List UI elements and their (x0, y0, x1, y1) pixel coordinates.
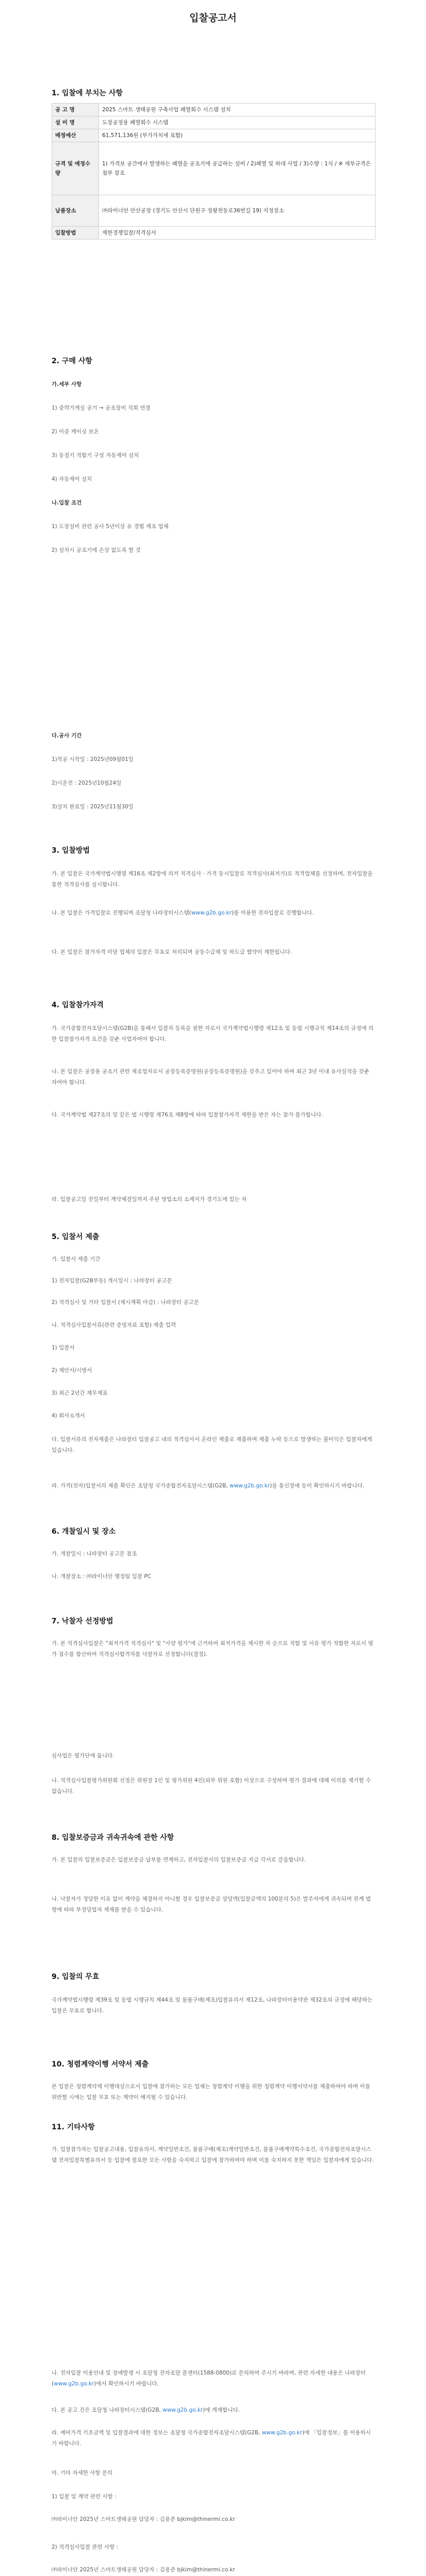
g2b-link[interactable]: www.g2b.go.kr (191, 910, 232, 916)
paragraph-text: )을 통신장애 등이 확인하시기 바랍니다. (270, 1483, 365, 1489)
contact-item: 1) 입찰 및 계약 관련 사항 : (52, 2494, 117, 2500)
g2b-link[interactable]: www.g2b.go.kr (54, 2381, 94, 2387)
table-value: 1) 가격보 공간에서 발생하는 폐열을 공조기에 공급하는 설비 / 2)폐열 및 하대 사업 / 3)수량 : 1식 / ※ 세부규격은 첨부 참조 (99, 142, 375, 195)
schedule-item: 1)착공 시작일 : 2025년09월01일 (52, 756, 134, 762)
section-3-heading: 3. 입찰방법 (52, 846, 90, 855)
paragraph: 가. 국가종합전자조달시스템(G2B)을 통해서 입찰자 등록을 필한 자로서 국가계약법시행령 제12조 및 동법 시행규칙 제14조의 규정에 의한 입찰참가자격 요건을 갖춘 사업자여야 합니다. (52, 1025, 374, 1042)
contact-detail: ㈜라이너안 2025년 스마트생태공원 담당자 : 김용준 bjkim@thinermi.co.kr (52, 2567, 235, 2573)
condition-item: 1) 도장설비 관련 공사 5년이상 유 경험 제조 업체 (52, 523, 169, 530)
table-row (52, 195, 375, 227)
paragraph: 가. 본 입찰은 국가계약법시행령 제16조 제2항에 의거 적격심사 · 가격 동시입찰로 적격심사(최저가)로 적격업체를 선정하며, 전자입찰을 통한 적격심사를 실시합니다. (52, 871, 373, 888)
paragraph: 나. 개찰장소 : ㈜라이너안 행정팀 입찰 PC (52, 1573, 152, 1580)
table-value: 도장공정용 폐열회수 시스템 (99, 116, 375, 129)
paragraph: 가. 개찰일시 : 나라장터 공고문 참조 (52, 1551, 137, 1557)
paragraph (52, 2368, 375, 2389)
list-item: 1) 전자입찰(G2B부동) 개시일시 : 나라장터 공고문 (52, 1278, 172, 1284)
section-10-heading: 10. 청렴계약이행 서약서 제출 (52, 2060, 149, 2069)
paragraph-text: 나. 본 입찰은 가격입찰로 진행되며 조달청 나라장터시스템( (52, 910, 191, 916)
paragraph: 가. 입찰서 제출 기간 (52, 1256, 101, 1262)
paragraph (52, 1481, 375, 1492)
list-item: 4) 회사소개서 (52, 1413, 85, 1419)
schedule-subheading: 다.공사 기간 (52, 733, 82, 739)
section-2-heading: 2. 구매 사항 (52, 357, 92, 365)
section-4-heading: 4. 입찰참가자격 (52, 1001, 104, 1009)
section-6-heading: 6. 개찰일시 및 장소 (52, 1528, 116, 1536)
paragraph: 나. 적격심사입찰평가위원회 선정은 위원장 1인 및 평가위원 4인(외부 위원 포함) 이상으로 구성하며 평가 결과에 대해 이의를 제기할 수 없습니다. (52, 1777, 371, 1794)
paragraph: 가. 본 입찰의 입찰보증금은 입찰보증금 납부를 면제하고, 전자입찰서의 입찰보증금 지급 각서로 갈음합니다. (52, 1857, 306, 1863)
g2b-link[interactable]: www.g2b.go.kr (230, 1483, 270, 1489)
page-title: 입찰공고서 (189, 12, 237, 24)
section-7-heading: 7. 낙찰자 선정방법 (52, 1617, 113, 1625)
paragraph-text: 나. 전자입찰 이용안내 및 장애발생 시 조달청 전자조달 콜센터(1588-0800)로 문의하여 주시기 바라며, 관련 자세한 내용은 나라장터( (52, 2370, 366, 2387)
detail-item: 1) 중력가계실 공기 → 공조장비 직회 연결 (52, 405, 151, 411)
paragraph-text: 라. 가격(전자)입찰서의 제출 확인은 조달청 국가종합전자조달시스템(G2B, (52, 1483, 230, 1489)
table-key: 공 고 명 (52, 104, 99, 116)
paragraph: 라. 입찰공고일 전일부터 계약체결일까지 주된 영업소의 소재지가 경기도에 있는 자 (52, 1196, 247, 1202)
paragraph: 본 입찰은 청렴계약제 이행대상으로서 입찰에 참가하는 모든 업체는 청렴계약 이행을 위한 청렴계약 이행서약서를 제출하여야 하며 이를 위반할 시에는 입찰 무효 또는 계약이 해지될 수 있습니다. (52, 2083, 371, 2100)
paragraph (52, 908, 375, 919)
list-item: 2) 제안서/시방서 (52, 1367, 92, 1374)
table-value: 제한경쟁입찰/적격심사 (99, 227, 375, 240)
table-row (52, 116, 375, 129)
table-key: 입찰방법 (52, 227, 99, 240)
table-key: 규격 및 예정수량 (52, 142, 99, 195)
table-row (52, 142, 375, 195)
schedule-item: 3)설치 완료일 : 2025년11월30일 (52, 804, 134, 810)
schedule-item: 2)시운전 : 2025년10월24일 (52, 780, 122, 786)
paragraph (52, 2428, 375, 2449)
g2b-link[interactable]: www.g2b.go.kr (162, 2407, 203, 2413)
detail-item: 3) 동절기 적합기 구성 자동제어 설치 (52, 452, 139, 459)
section-5-heading: 5. 입찰서 제출 (52, 1233, 100, 1241)
list-item: 1) 입찰서 (52, 1345, 75, 1351)
contact-item: 2) 적격심사입찰 관련 사항 : (52, 2544, 119, 2550)
paragraph-text: )에 게재합니다. (203, 2407, 240, 2413)
table-row (52, 129, 375, 142)
paragraph-text: 다. 본 공고 건은 조달청 나라장터시스템(G2B, (52, 2407, 163, 2413)
table-key: 배정예산 (52, 129, 99, 142)
paragraph: 다. 국가계약법 제27조의 및 같은 법 시행령 제76조 제8항에 따라 입찰참가자격 제한을 받은 자는 참가 불가합니다. (52, 1112, 323, 1118)
condition-subheading: 나.입찰 조건 (52, 500, 82, 506)
paragraph: 나. 적격심사입찰서류(관련 증빙자료 포함) 제출 입력 (52, 1322, 176, 1328)
table-row (52, 227, 375, 240)
paragraph-text: )에 「입찰정보」를 이용하시기 바랍니다. (52, 2430, 371, 2447)
table-value: 61,571,136원 (부가가치세 포함) (99, 129, 375, 142)
condition-item: 2) 설치시 공조기에 손상 없도록 할 것 (52, 547, 141, 553)
paragraph-text: 라. 예비가격 기초금액 및 입찰결과에 대한 정보는 조달청 국가종합전자조달시스템(G2B, (52, 2430, 262, 2436)
paragraph: 나. 낙찰자가 정당한 이유 없이 계약을 체결하지 아니할 경우 입찰보증금 상당액(입찰금액의 100분의 5)은 발주자에게 귀속되며 관계 법령에 따라 부정당업자 제재를 받을 수 있습니다. (52, 1896, 371, 1913)
paragraph: 마. 기타 자세한 사항 문의 (52, 2470, 113, 2476)
table-value: 2025 스마트 생태공원 구축사업 폐열회수 시스템 설치 (99, 104, 375, 116)
list-item: 2) 적격심사 및 기타 입찰서 (제시계획 마감) : 나라장터 공고문 (52, 1299, 199, 1306)
paragraph: 다. 본 입찰은 참가자격 미달 업체의 입찰은 무효로 처리되며 공동수급체 및 하도급 협약이 제한됩니다. (52, 949, 292, 955)
section-8-heading: 8. 입찰보증금과 귀속귀속에 관한 사항 (52, 1834, 174, 1842)
paragraph: 다. 입찰서류의 전자제출은 나라장터 입찰공고 내의 적격심사서 온라인 제출로 제출하며 제출 누락 등으로 발생하는 불이익은 입찰자에게 있습니다. (52, 1436, 372, 1453)
contact-detail: ㈜라이너안 2025년 스마트생태공원 담당자 : 김용준 bjkim@thinermi.co.kr (52, 2516, 235, 2522)
paragraph: 국가계약법시행령 제39조 및 동법 시행규칙 제44조 및 물품구매(제조)입찰유의서 제12조, 나라장터이용약관 제32조의 규정에 해당하는 입찰은 무효로 합니다. (52, 1997, 373, 2014)
detail-item: 2) 이중 케이싱 보온 (52, 429, 99, 435)
paragraph-text: )를 이용한 전자입찰로 진행합니다. (232, 910, 314, 916)
paragraph: 가. 입찰참가자는 입찰공고내용, 입찰유의서, 계약일반조건, 물품구매(제조)계약일반조건, 물품구매계약특수조건, 국가종합전자조달시스템 전자입찰특별유의서 등 입찰에 필요한 모든 사항을 숙지하고 입찰에 참가하여야 하며 이를 숙지하지 못한 책임은 입찰자에게 있습니다. (52, 2146, 374, 2163)
detail-item: 4) 자동제어 설치 (52, 476, 92, 482)
table-row (52, 104, 375, 116)
section-11-heading: 11. 기타사항 (52, 2123, 95, 2131)
table-value: ㈜라이너안 안산공장 (경기도 안산시 단원구 정왕천동로36번길 19) 지정장소 (99, 195, 375, 227)
paragraph: 나. 본 입찰은 공장용 공조기 관련 제조업자로서 공장등록증명원(공장등록증명원)을 갖추고 있어야 하며 최근 3년 이내 유사실적을 갖춘 자여야 합니다. (52, 1069, 369, 1086)
paragraph: 가. 본 적격심사입찰은 "최저가격 적격심사" 및 "사양 평가"에 근거하여 최저가격을 제시한 자 순으로 적합 및 서류 평가 적합한 자로서 평가 점수를 합산하여 적격심사합격자를 낙찰자로 선정합니다(결정). (52, 1640, 373, 1657)
notice-info-table (52, 103, 375, 240)
table-key: 납품장소 (52, 195, 99, 227)
list-item: 3) 최근 2년간 재무제표 (52, 1390, 108, 1396)
paragraph: 심사업은 평가단에 둡니다. (52, 1753, 114, 1759)
section-9-heading: 9. 입찰의 무효 (52, 1973, 100, 1981)
paragraph-text: )에서 확인하시기 바랍니다. (94, 2381, 159, 2387)
paragraph (52, 2405, 375, 2416)
detail-subheading: 가.세부 사항 (52, 381, 82, 387)
g2b-link[interactable]: www.g2b.go.kr (261, 2430, 302, 2436)
section-1-heading: 1. 입찰에 부치는 사항 (52, 89, 123, 97)
table-key: 설 비 명 (52, 116, 99, 129)
